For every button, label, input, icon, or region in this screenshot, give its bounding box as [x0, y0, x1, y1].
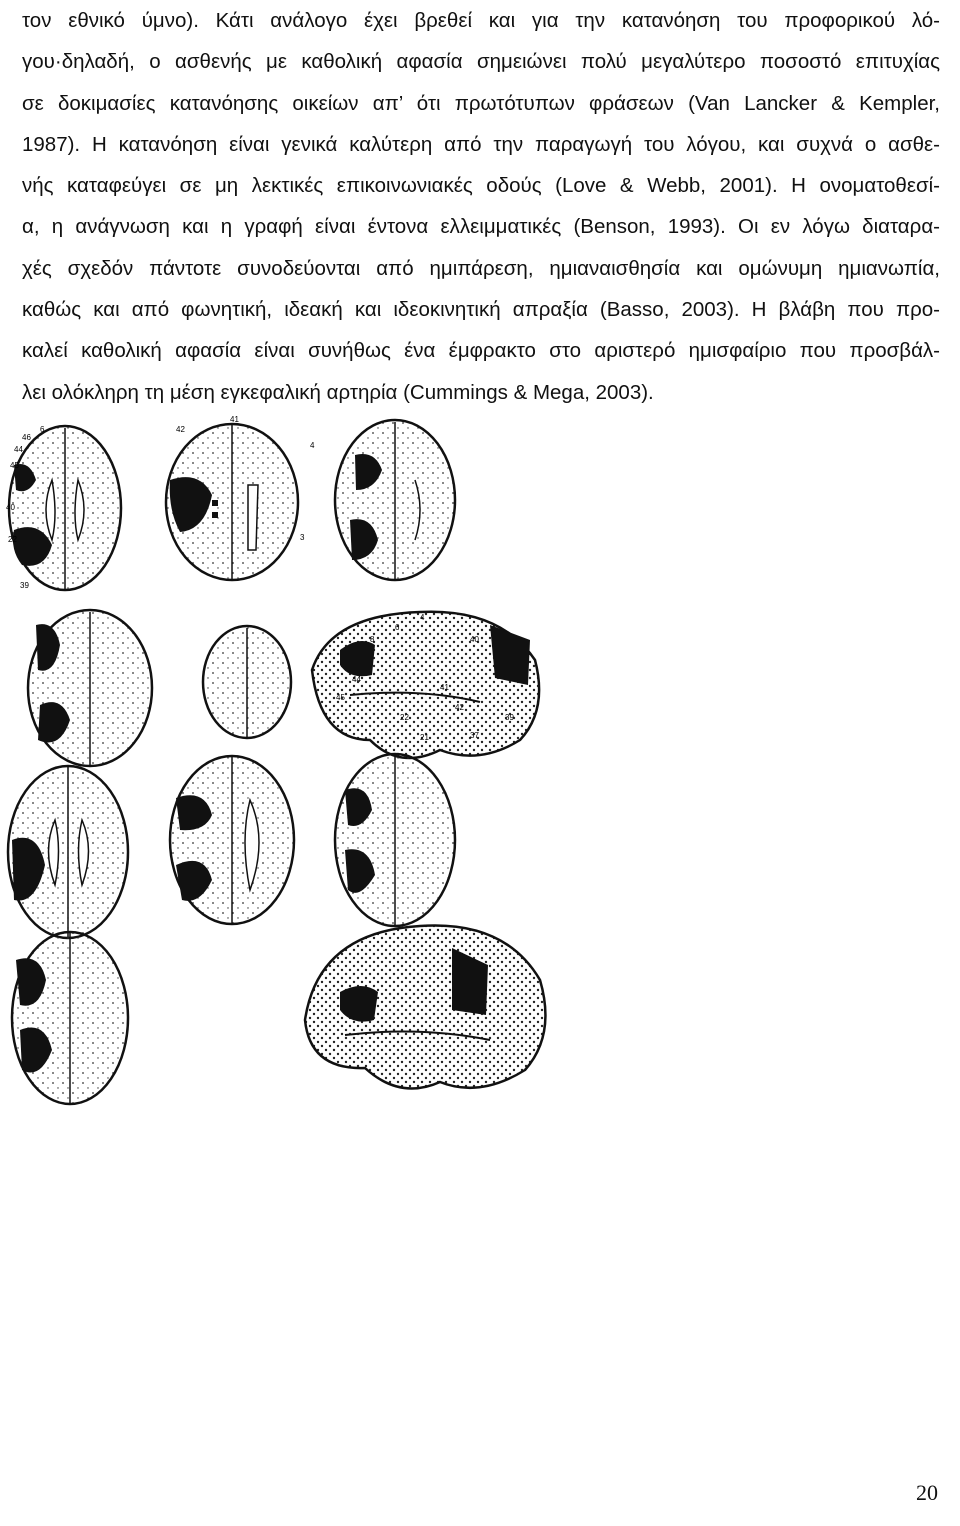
- axial-area-label: 41: [230, 415, 239, 424]
- axial-area-label: 44: [14, 445, 23, 454]
- axial-brain-3: [335, 420, 455, 580]
- lateral-area-label: 22: [400, 713, 409, 722]
- brain-lesion-figure: [0, 415, 960, 1080]
- axial-brain-4: [28, 610, 152, 766]
- lateral-area-label: 37: [470, 731, 479, 740]
- lateral-area-label: 44: [352, 675, 361, 684]
- lateral-area-label: 6: [395, 623, 400, 632]
- lateral-area-label: 8: [370, 635, 375, 644]
- text-line-1: τον εθνικό ύμνο). Κάτι ανάλογο έχει βρεθεί και για την κατανόηση του προφορικού λό-: [22, 9, 940, 32]
- axial-brain-8: [335, 754, 455, 926]
- text-line-5: νής καταφεύγει σε μη λεκτικές επικοινωνιακές οδούς (Love & Webb, 2001). Η ονοματοθεσί-: [22, 174, 940, 198]
- brain-lesion-svg: [0, 415, 960, 1080]
- lateral-area-label: 40: [470, 635, 479, 644]
- axial-area-label: 6: [40, 425, 45, 434]
- lateral-area-label: 45: [336, 693, 345, 702]
- text-line-4: 1987). Η κατανόηση είναι γενικά καλύτερη από την παραγωγή του λόγου, και συχνά ο ασθε-: [22, 132, 940, 156]
- axial-brain-6: [8, 766, 128, 938]
- text-line-6: α, η ανάγνωση και η γραφή είναι έντονα ελλειμματικές (Benson, 1993). Οι εν λόγω διαταρα-: [22, 215, 940, 239]
- text-line-10: λει ολόκληρη τη μέση εγκεφαλική αρτηρία (Cummings & Mega, 2003).: [22, 380, 654, 404]
- lateral-area-label: 39: [505, 713, 514, 722]
- axial-area-label: 40: [6, 503, 15, 512]
- axial-area-label: 42: [176, 425, 185, 434]
- axial-brain-9: [12, 932, 128, 1104]
- axial-area-label: 4: [310, 441, 315, 450]
- lateral-area-label: 42: [455, 703, 464, 712]
- axial-area-label: 45: [10, 461, 19, 470]
- text-line-9: καλεί καθολική αφασία είναι συνήθως ένα έμφρακτο στο αριστερό ημισφαίριο που προσβάλ-: [22, 339, 940, 363]
- lateral-area-label: 4: [420, 613, 425, 622]
- text-line-2: γου·δηλαδή, ο ασθενής με καθολική αφασία σημειώνει πολύ μεγαλύτερο ποσοστό επιτυχίας: [22, 50, 940, 74]
- lateral-area-label: 21: [420, 733, 429, 742]
- axial-area-label: 39: [20, 581, 29, 590]
- axial-area-label: 3: [300, 533, 305, 542]
- axial-brain-5: [203, 626, 291, 738]
- lateral-area-label: 41: [440, 683, 449, 692]
- lateral-brain-2: [305, 925, 545, 1088]
- body-text: [22, 0, 940, 413]
- axial-brain-1: [9, 426, 121, 590]
- page-number: 20: [916, 1480, 938, 1505]
- axial-area-label: 22: [8, 535, 17, 544]
- axial-area-label: 46: [22, 433, 31, 442]
- text-line-3: σε δοκιμασίες κατανόησης οικείων απ’ ότι πρωτότυπων φράσεων (Van Lancker & Kempler,: [22, 91, 940, 115]
- text-line-7: χές σχεδόν πάντοτε συνοδεύονται από ημιπάρεση, ημιαναισθησία και ομώνυμη ημιανωπία,: [22, 256, 940, 280]
- axial-brain-7: [170, 756, 294, 924]
- axial-brain-2: [166, 424, 298, 580]
- text-line-8: καθώς και από φωνητική, ιδεακή και ιδεοκινητική απραξία (Basso, 2003). Η βλάβη που προ-: [22, 298, 940, 322]
